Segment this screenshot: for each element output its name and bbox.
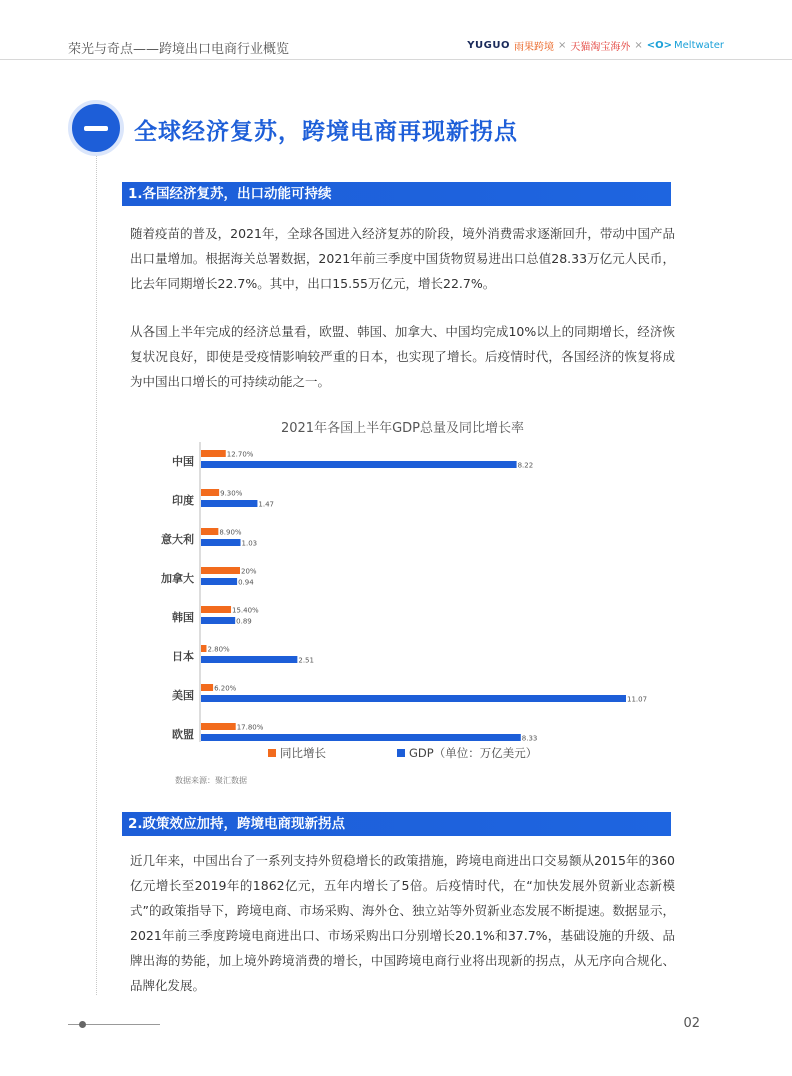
gdp-growth-bar-chart	[150, 440, 670, 770]
logo-separator: ×	[634, 40, 643, 51]
growth-value-label: 12.70%	[226, 450, 254, 459]
gdp-value-label: 8.33	[521, 734, 538, 743]
gdp-bar	[201, 617, 235, 624]
growth-bar	[201, 528, 218, 535]
section-number-one	[84, 126, 108, 131]
tmall-logo: 天猫淘宝海外	[570, 42, 631, 53]
yuguo-cn-logo: 雨果跨境	[513, 42, 554, 53]
legend-swatch-growth	[268, 749, 276, 757]
timeline-line	[96, 155, 97, 995]
category-label: 美国	[172, 689, 194, 702]
gdp-value-label: 1.03	[241, 539, 258, 548]
meltwater-mark-icon: <O>	[646, 40, 673, 51]
subsection-2-paragraph: 近几年来，中国出台了一系列支持外贸稳增长的政策措施，跨境电商进出口交易额从2015年的360亿元增长至2019年的1862亿元，五年内增长了5倍。后疫情时代，在“加快发展外贸新业态新模式”的政策指导下，跨境电商、市场采购、海外仓、独立站等外贸新业态发展不断提速。数据显示，2021年前三季度跨境电商进出口、市场采购出口分别增长20.1%和37.7%，基础设施的升级、品牌出海的势能，加上境外跨境消费的增长，中国跨境电商行业将出现新的拐点，从无序向合规化、品牌化发展。	[130, 853, 675, 993]
category-label: 意大利	[161, 533, 194, 546]
category-label: 中国	[172, 455, 194, 468]
legend-label-gdp: GDP（单位：万亿美元）	[409, 746, 538, 760]
chart-title: 2021年各国上半年GDP总量及同比增长率	[280, 421, 524, 436]
meltwater-logo	[647, 40, 724, 51]
subsection-1-paragraph-2: 从各国上半年完成的经济总量看，欧盟、韩国、加拿大、中国均完成10%以上的同期增长，经济恢复状况良好，即使是受疫情影响较严重的日本，也实现了增长。后疫情时代，各国经济的恢复将成为中国出口增长的可持续动能之一。	[130, 324, 675, 389]
gdp-bar	[201, 656, 297, 663]
growth-bar	[201, 489, 219, 496]
subsection-1-paragraph-1: 随着疫苗的普及，2021年，全球各国进入经济复苏的阶段，境外消费需求逐渐回升，带动中国产品出口量增加。根据海关总署数据，2021年前三季度中国货物贸易进出口总值28.33万亿元人民币，比去年同期增长22.7%。其中，出口15.55万亿元，增长22.7%。	[130, 226, 675, 291]
gdp-value-label: 1.47	[258, 500, 275, 509]
growth-bar	[201, 684, 213, 691]
logo-separator: ×	[557, 40, 567, 51]
gdp-bar	[201, 734, 521, 741]
page-number: 02	[683, 1016, 700, 1031]
gdp-bar	[201, 500, 257, 507]
meltwater-wordmark: Meltwater	[674, 40, 724, 51]
growth-value-label: 20%	[241, 567, 257, 576]
growth-value-label: 2.80%	[207, 645, 230, 654]
gdp-value-label: 11.07	[627, 695, 648, 704]
legend-label-growth: 同比增长	[280, 746, 326, 760]
growth-value-label: 9.30%	[220, 489, 243, 498]
partner-logos	[467, 38, 724, 53]
growth-value-label: 15.40%	[232, 606, 259, 615]
subsection-2-heading: 2.政策效应加持，跨境电商现新拐点	[122, 812, 671, 836]
gdp-value-label: 8.22	[517, 461, 534, 470]
gdp-bar	[201, 461, 517, 468]
growth-value-label: 6.20%	[214, 684, 237, 693]
gdp-value-label: 0.89	[236, 617, 252, 626]
growth-bar	[201, 723, 236, 730]
category-label: 韩国	[172, 611, 194, 624]
growth-bar	[201, 450, 226, 457]
gdp-value-label: 0.94	[238, 578, 254, 587]
chart-source: 数据来源：聚汇数据	[175, 776, 247, 785]
growth-value-label: 8.90%	[219, 528, 242, 537]
footer-dot	[79, 1021, 86, 1028]
growth-value-label: 17.80%	[236, 723, 264, 732]
growth-bar	[201, 567, 240, 574]
subsection-1-heading: 1.各国经济复苏，出口动能可持续	[122, 182, 671, 206]
category-label: 欧盟	[172, 728, 194, 741]
legend-swatch-gdp	[397, 749, 405, 757]
growth-bar	[201, 606, 231, 613]
category-label: 加拿大	[161, 572, 194, 585]
gdp-bar	[201, 578, 237, 585]
gdp-bar	[201, 539, 241, 546]
category-label: 印度	[172, 494, 194, 507]
document-title: 荣光与奇点——跨境出口电商行业概览	[68, 42, 290, 57]
yuguo-logo: YUGUO	[467, 40, 510, 51]
gdp-value-label: 2.51	[298, 656, 314, 665]
section-number-badge	[68, 100, 124, 156]
page-header	[0, 0, 792, 60]
growth-bar	[201, 645, 206, 652]
category-label: 日本	[172, 650, 194, 663]
section-title: 全球经济复苏，跨境电商再现新拐点	[134, 119, 518, 145]
gdp-bar	[201, 695, 626, 702]
